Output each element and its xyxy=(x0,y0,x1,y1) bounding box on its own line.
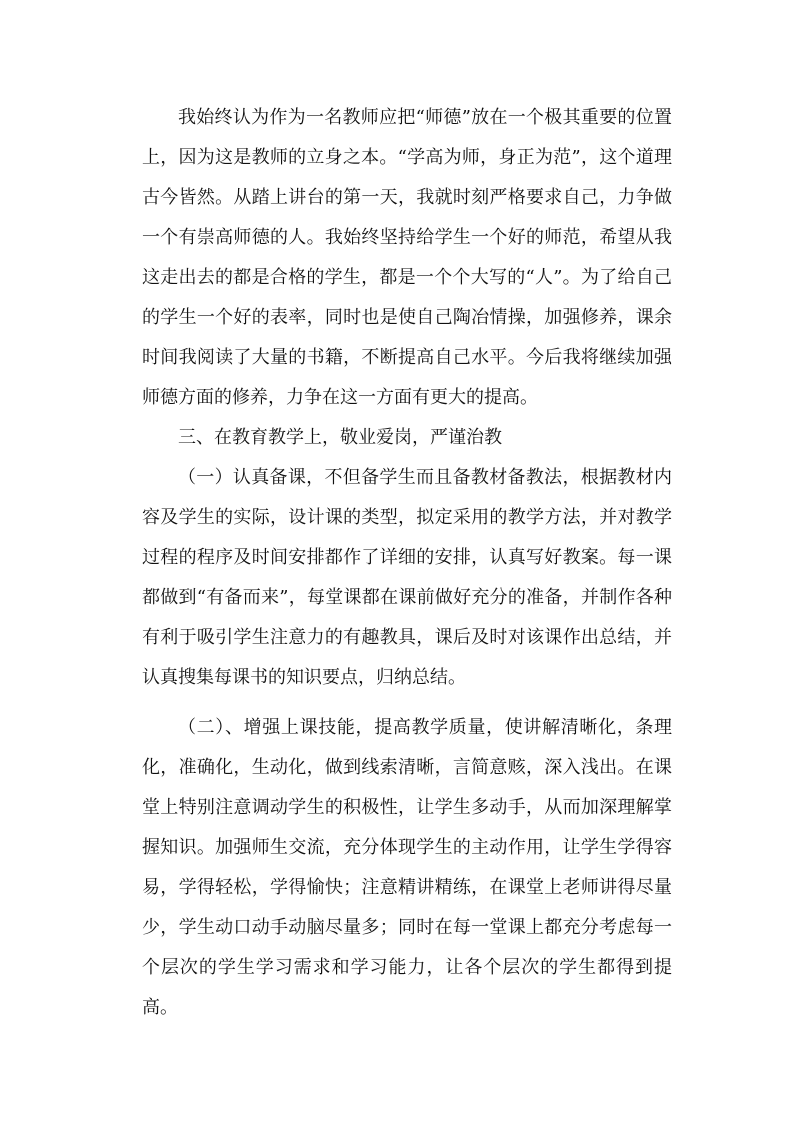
paragraph-teaching-skills: （二）、增强上课技能，提高教学质量，使讲解清晰化，条理化，准确化，生动化，做到线索清晰，言简意赅，深入浅出。在课堂上特别注意调动学生的积极性，让学生多动手，从而加深理解掌握知识。加强师生交流，充分体现学生的主动作用，让学生学得容易，学得轻松，学得愉快；注意精讲精练，在课堂上老师讲得尽量少，学生动口动手动脑尽量多；同时在每一堂课上都充分考虑每一个层次的学生学习需求和学习能力，让各个层次的学生都得到提高。 xyxy=(142,717,672,1018)
paragraph-lesson-preparation: （一）认真备课，不但备学生而且备教材备教法，根据教材内容及学生的实际，设计课的类型，拟定采用的教学方法，并对教学过程的程序及时间安排都作了详细的安排，认真写好教案。每一课都做到“有备而来”，每堂课都在课前做好充分的准备，并制作各种有利于吸引学生注意力的有趣教具，课后及时对该课作出总结，并认真搜集每课书的知识要点，归纳总结。 xyxy=(142,467,672,688)
section-heading-teaching: 三、在教育教学上，敬业爱岗，严谨治教 xyxy=(178,427,502,448)
paragraph-teacher-ethics: 我始终认为作为一名教师应把“师德”放在一个极其重要的位置上，因为这是教师的立身之本。“学高为师，身正为范”，这个道理古今皆然。从踏上讲台的第一天，我就时刻严格要求自己，力争做一个有崇高师德的人。我始终坚持给学生一个好的师范，希望从我这走出去的都是合格的学生，都是一个个大写的“人”。为了给自己的学生一个好的表率，同时也是使自己陶冶情操，加强修养，课余时间我阅读了大量的书籍，不断提高自己水平。今后我将继续加强师德方面的修养，力争在这一方面有更大的提高。 xyxy=(142,107,672,408)
document-body xyxy=(142,98,672,1028)
